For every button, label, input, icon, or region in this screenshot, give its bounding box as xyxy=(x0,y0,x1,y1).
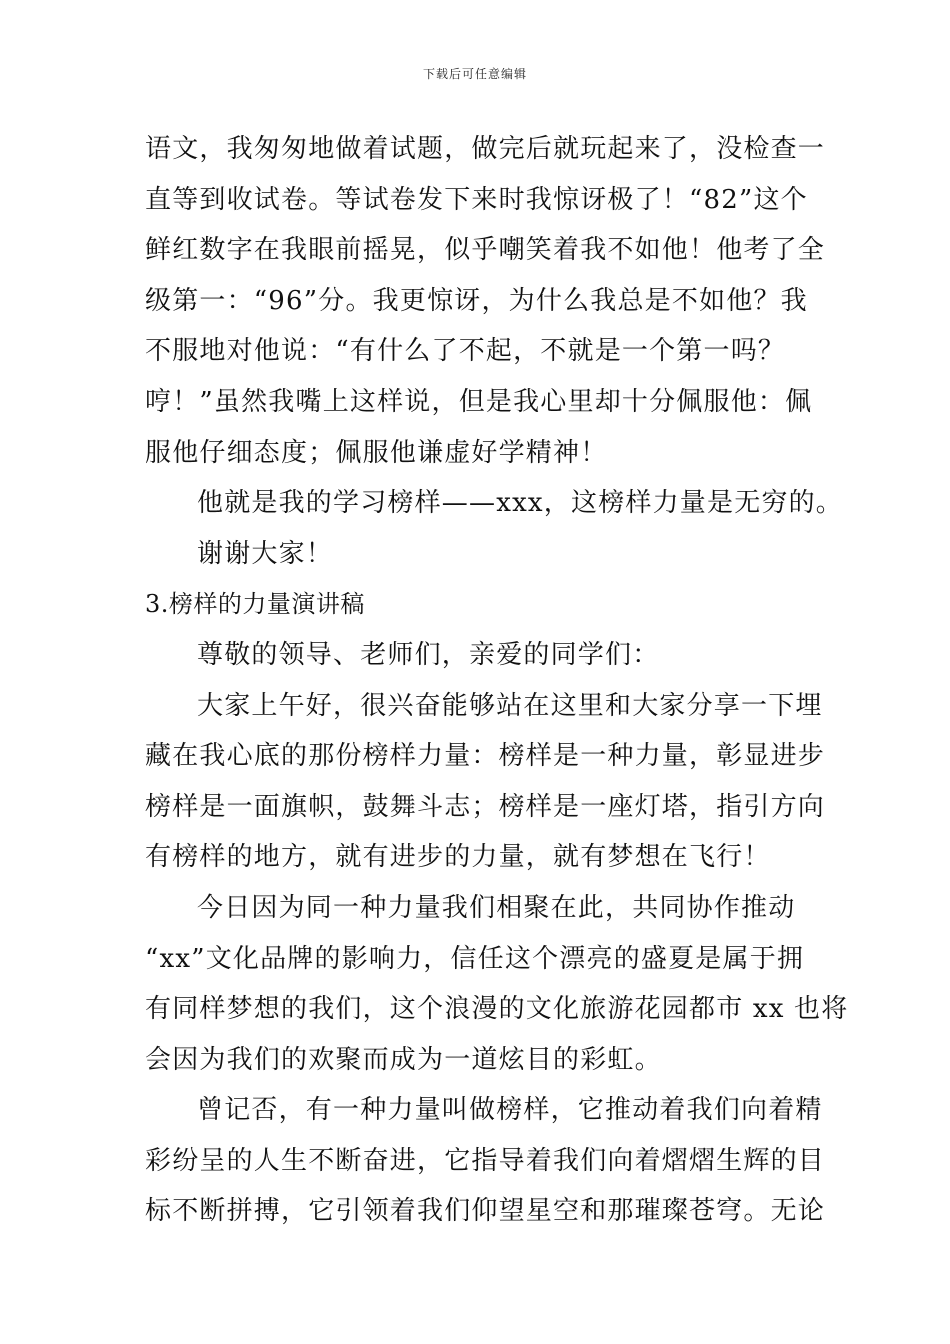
text-line: 直等到收试卷。等试卷发下来时我惊讶极了！“82”这个 xyxy=(145,184,808,215)
text-line: 有同样梦想的我们，这个浪漫的文化旅游花园都市 xx 也将 xyxy=(145,994,849,1025)
text-line: 藏在我心底的那份榜样力量：榜样是一种力量，彰显进步 xyxy=(145,741,826,772)
text-line: 尊敬的领导、老师们，亲爱的同学们： xyxy=(197,639,660,670)
text-line: 大家上午好，很兴奋能够站在这里和大家分享一下埋 xyxy=(197,690,823,721)
document-body xyxy=(145,124,849,1237)
page-header: 下载后可任意编辑 xyxy=(422,67,527,81)
text-line: “xx”文化品牌的影响力，信任这个漂亮的盛夏是属于拥 xyxy=(145,943,805,974)
text-line: 曾记否，有一种力量叫做榜样，它推动着我们向着精 xyxy=(197,1095,823,1126)
text-line: 彩纷呈的人生不断奋进，它指导着我们向着熠熠生辉的目 xyxy=(145,1145,826,1176)
text-line: 不服地对他说：“有什么了不起，不就是一个第一吗？ xyxy=(145,336,786,367)
text-line: 有榜样的地方，就有进步的力量，就有梦想在飞行！ xyxy=(145,842,771,873)
text-line: 鲜红数字在我眼前摇晃，似乎嘲笑着我不如他！他考了全 xyxy=(145,235,826,266)
text-line: 会因为我们的欢聚而成为一道炫目的彩虹。 xyxy=(145,1044,662,1075)
text-line: 标不断拼搏，它引领着我们仰望星空和那璀璨苍穹。无论 xyxy=(145,1196,826,1227)
text-line: 级第一：“96”分。我更惊讶，为什么我总是不如他？我 xyxy=(145,285,808,316)
text-line: 今日因为同一种力量我们相聚在此，共同协作推动 xyxy=(197,892,796,923)
section-heading: 3.榜样的力量演讲稿 xyxy=(145,590,365,619)
text-line: 他就是我的学习榜样——xxx，这榜样力量是无穷的。 xyxy=(197,488,843,519)
text-line: 语文，我匆匆地做着试题，做完后就玩起来了，没检查一 xyxy=(145,134,826,164)
text-line: 服他仔细态度；佩服他谦虚好学精神！ xyxy=(145,437,608,468)
text-line: 谢谢大家！ xyxy=(197,538,334,569)
text-line: 哼！”虽然我嘴上这样说，但是我心里却十分佩服他：佩 xyxy=(145,386,813,417)
text-line: 榜样是一面旗帜，鼓舞斗志；榜样是一座灯塔，指引方向 xyxy=(145,791,826,822)
